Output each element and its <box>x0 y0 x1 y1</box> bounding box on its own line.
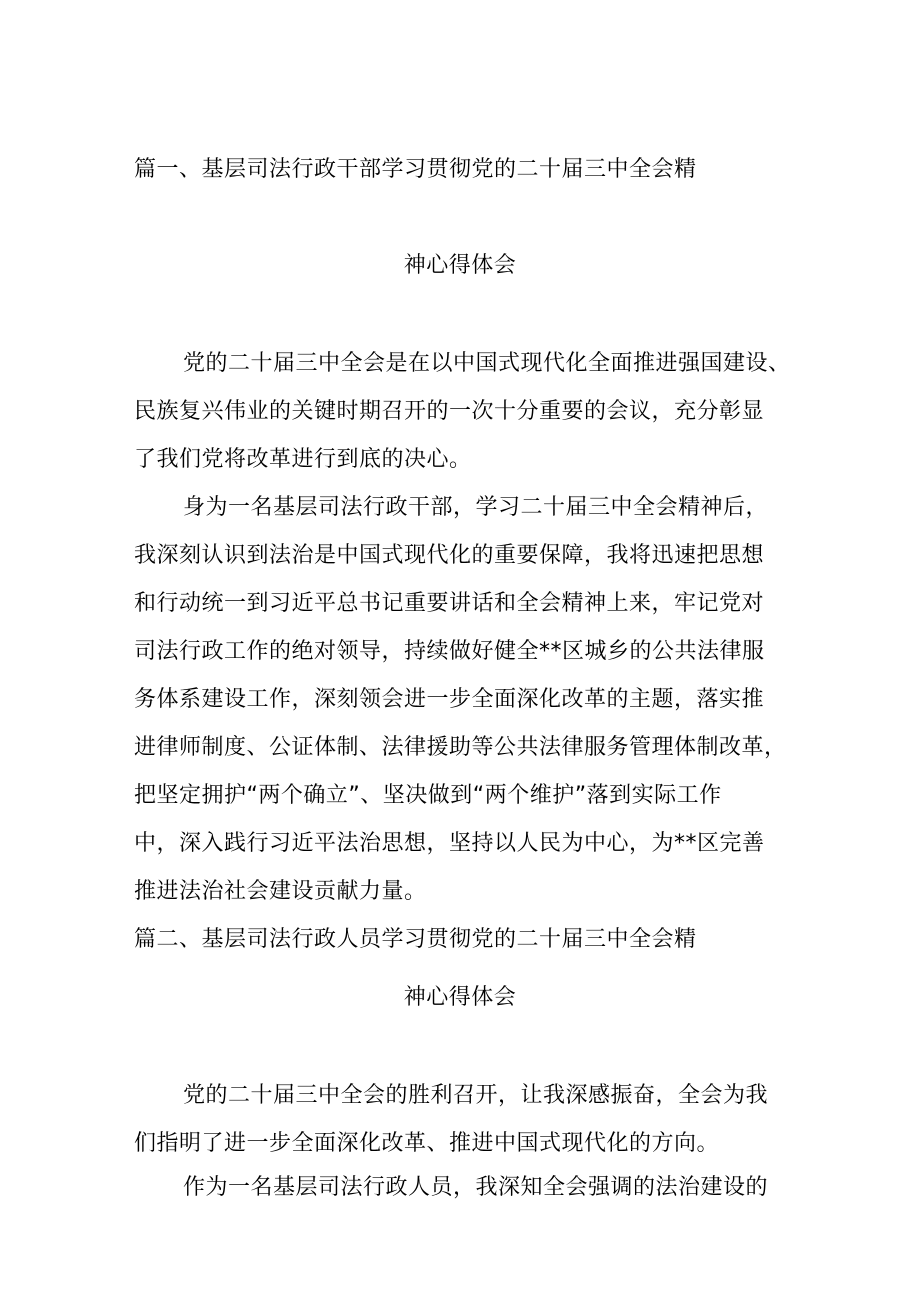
section2-title-line1: 篇二、基层司法行政人员学习贯彻党的二十届三中全会精 <box>134 927 697 952</box>
section1-para1-line2: 民族复兴伟业的关键时期召开的一次十分重要的会议，充分彰显 <box>134 399 765 424</box>
section1-para2-line7: 把坚定拥护“两个确立”、坚决做到“两个维护”落到实际工作 <box>134 783 722 808</box>
section1-para2-line1: 身为一名基层司法行政干部，学习二十届三中全会精神后， <box>183 495 769 520</box>
section1-para1-line3: 了我们党将改革进行到底的决心。 <box>134 447 472 472</box>
section1-para2-line4: 司法行政工作的绝对领导，持续做好健全**区城乡的公共法律服 <box>134 639 765 664</box>
section1-para2-line2: 我深刻认识到法治是中国式现代化的重要保障，我将迅速把思想 <box>134 543 765 568</box>
section1-para2-line8: 中，深入践行习近平法治思想，坚持以人民为中心，为**区完善 <box>134 831 765 856</box>
section1-para1-line1: 党的二十届三中全会是在以中国式现代化全面推进强国建设、 <box>183 351 791 376</box>
section1-para2-line3: 和行动统一到习近平总书记重要讲话和全会精神上来，牢记党对 <box>134 591 765 616</box>
section1-para2-line5: 务体系建设工作，深刻领会进一步全面深化改革的主题，落实推 <box>134 687 765 712</box>
section2-para2-line1: 作为一名基层司法行政人员，我深知全会强调的法治建设的 <box>183 1175 769 1200</box>
section1-title-line1: 篇一、基层司法行政干部学习贯彻党的二十届三中全会精 <box>134 157 697 182</box>
section1-title-line2: 神心得体会 <box>403 253 517 278</box>
section2-para1-line2: 们指明了进一步全面深化改革、推进中国式现代化的方向。 <box>134 1131 720 1156</box>
section2-para1-line1: 党的二十届三中全会的胜利召开，让我深感振奋，全会为我 <box>183 1083 769 1108</box>
section2-title-line2: 神心得体会 <box>403 985 517 1010</box>
section1-para2-line6: 进律师制度、公证体制、法律援助等公共法律服务管理体制改革， <box>134 735 787 760</box>
section1-para2-line9: 推进法治社会建设贡献力量。 <box>134 879 427 904</box>
